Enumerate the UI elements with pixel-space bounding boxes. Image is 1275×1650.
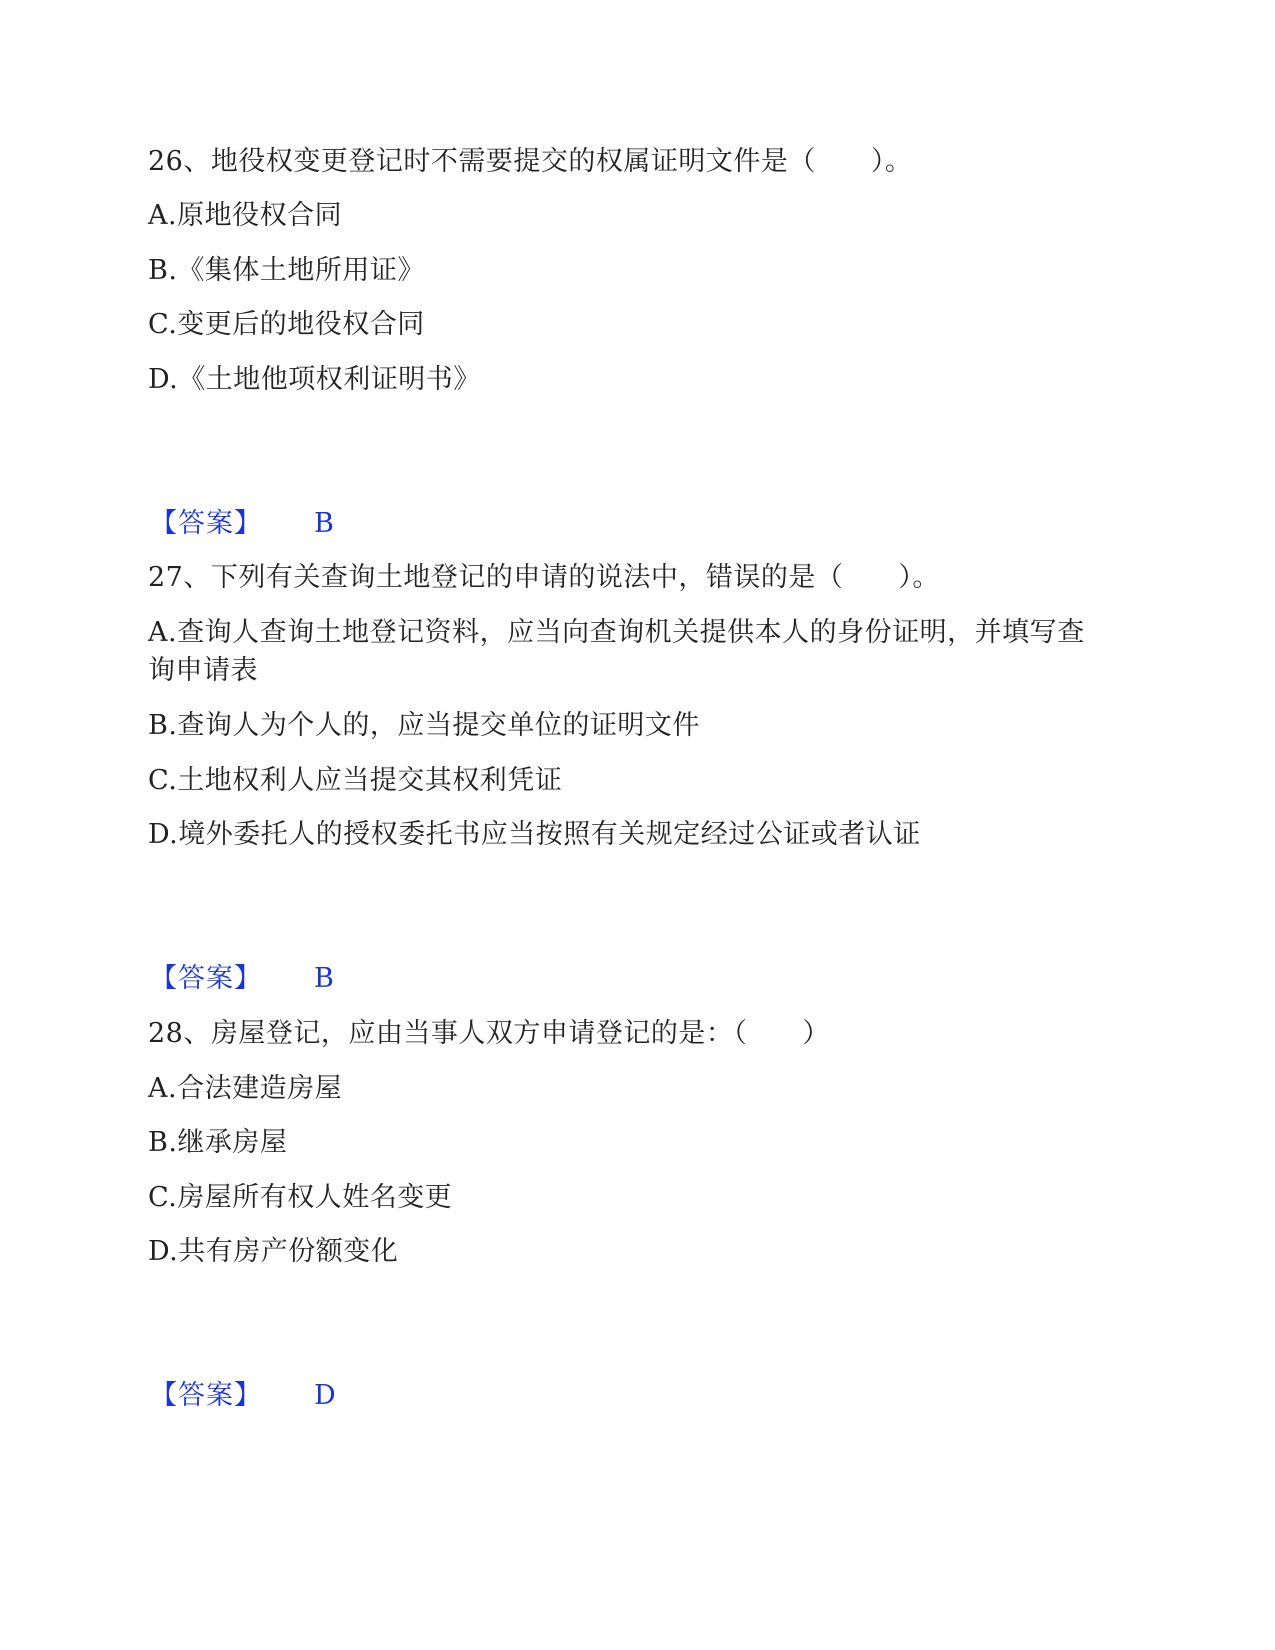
question-26-answer bbox=[150, 505, 334, 543]
question-28-stem: 28、房屋登记，应由当事人双方申请登记的是：（ ） bbox=[148, 1018, 830, 1049]
question-28-option-a: A.合法建造房屋 bbox=[148, 1073, 343, 1104]
answer-value: B bbox=[314, 963, 334, 994]
question-27-option-c: C.土地权利人应当提交其权利凭证 bbox=[148, 765, 563, 796]
question-26-option-a: A.原地役权合同 bbox=[148, 200, 343, 231]
question-28-option-c: C.房屋所有权人姓名变更 bbox=[148, 1182, 453, 1213]
question-28-option-d: D.共有房产份额变化 bbox=[148, 1236, 399, 1267]
question-27-option-a: A.查询人查询土地登记资料，应当向查询机关提供本人的身份证明，并填写查询申请表 bbox=[148, 617, 1085, 686]
question-26-option-c: C.变更后的地役权合同 bbox=[148, 309, 425, 340]
question-27-answer bbox=[150, 960, 334, 998]
question-27-option-b: B.查询人为个人的，应当提交单位的证明文件 bbox=[148, 710, 700, 741]
answer-value: B bbox=[314, 508, 334, 539]
question-27-option-d: D.境外委托人的授权委托书应当按照有关规定经过公证或者认证 bbox=[148, 819, 921, 850]
question-27-stem: 27、下列有关查询土地登记的申请的说法中，错误的是（ ）。 bbox=[148, 562, 940, 593]
answer-label: 【答案】 bbox=[150, 508, 262, 539]
question-28-answer bbox=[150, 1377, 336, 1415]
question-26-option-b: B.《集体土地所用证》 bbox=[148, 255, 425, 286]
answer-value: D bbox=[314, 1380, 336, 1411]
question-26-option-d: D.《土地他项权利证明书》 bbox=[148, 364, 481, 395]
question-26-stem: 26、地役权变更登记时不需要提交的权属证明文件是（ ）。 bbox=[148, 146, 913, 177]
answer-label: 【答案】 bbox=[150, 1380, 262, 1411]
question-28-option-b: B.继承房屋 bbox=[148, 1127, 288, 1158]
answer-label: 【答案】 bbox=[150, 963, 262, 994]
